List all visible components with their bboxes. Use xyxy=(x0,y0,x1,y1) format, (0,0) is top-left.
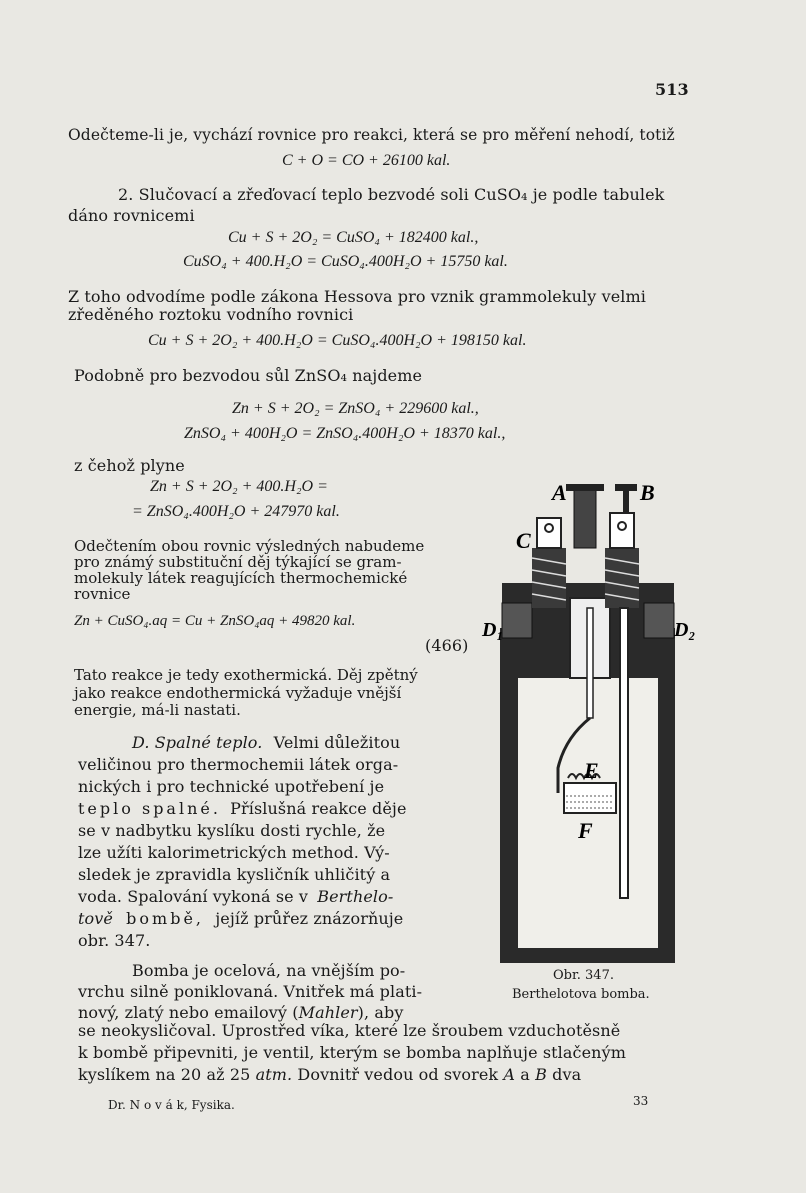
text-line: nických i pro technické upotřebení je xyxy=(78,777,385,796)
label-d2: D₂ xyxy=(674,619,696,641)
label-d1: D₁ xyxy=(482,619,504,641)
text-line: z čehož plyne xyxy=(74,456,185,475)
text-line: veličinou pro thermochemii látek orga- xyxy=(78,755,399,774)
text-run: B xyxy=(535,1065,547,1084)
equation: ZnSO₄ + 400H₂O = ZnSO₄.400H₂O + 18370 kal., xyxy=(184,425,506,442)
text-run: teplo spalné. xyxy=(78,799,221,818)
footer-signature: 33 xyxy=(633,1094,649,1108)
text-run: voda. Spalování vykoná se v xyxy=(78,887,309,906)
text-run: tově xyxy=(78,909,113,928)
label-c: C xyxy=(516,528,531,553)
text-run: atm. xyxy=(255,1065,293,1084)
equation-number: (466) xyxy=(425,636,469,655)
text-run: a xyxy=(520,1065,530,1084)
text-line xyxy=(78,1003,404,1022)
valve-a xyxy=(574,488,596,548)
text-line xyxy=(132,733,400,752)
text-line: 2. Slučovací a zřeďovací teplo bezvodé soli CuSO₄ je podle tabulek xyxy=(118,185,665,204)
text-line: sledek je zpravidla kysličník uhličitý a xyxy=(78,865,391,884)
figure-caption-number: Obr. 347. xyxy=(553,968,614,983)
text-line: dáno rovnicemi xyxy=(68,206,195,225)
text-line: pro známý substituční děj týkající se gram- xyxy=(74,553,402,571)
text-line: zředěného roztoku vodního rovnici xyxy=(68,305,354,324)
equation: CuSO₄ + 400.H₂O = CuSO₄.400H₂O + 15750 kal. xyxy=(183,253,508,270)
text-line: k bombě připevniti, je ventil, kterým se bomba naplňuje stlačeným xyxy=(78,1043,626,1062)
equation: Zn + CuSO₄.aq = Cu + ZnSO₄aq + 49820 kal. xyxy=(74,613,356,629)
text-line: Bomba je ocelová, na vnějším po- xyxy=(132,961,406,980)
page-number: 513 xyxy=(655,80,689,99)
electrode-right xyxy=(620,608,628,898)
label-a: A xyxy=(552,480,567,505)
text-line xyxy=(78,1065,581,1084)
text-line: se v nadbytku kyslíku dosti rychle, že xyxy=(78,821,386,840)
text-line xyxy=(78,887,393,906)
label-e: E xyxy=(584,758,599,783)
text-line: Z toho odvodíme podle zákona Hessova pro vznik grammolekuly velmi xyxy=(68,287,647,306)
text-line: rovnice xyxy=(74,585,131,603)
text-line: obr. 347. xyxy=(78,931,151,950)
label-b: B xyxy=(640,480,655,505)
text-run: jejíž průřez znázorňuje xyxy=(215,909,404,928)
equation: C + O = CO + 26100 kal. xyxy=(282,152,451,169)
text-line: jako reakce endothermická vyžaduje vnější xyxy=(74,684,402,702)
text-run: nový, zlatý nebo emailový ( xyxy=(78,1003,299,1022)
text-line xyxy=(78,909,403,928)
berthelot-bomb-figure xyxy=(480,478,696,978)
text-run: kyslíkem na 20 až 25 xyxy=(78,1065,251,1084)
text-line: lze užíti kalorimetrických method. Vý- xyxy=(78,843,390,862)
text-line: Tato reakce je tedy exothermická. Děj zpětný xyxy=(74,666,418,684)
text-line: se neokysličoval. Uprostřed víka, které lze šroubem vzduchotěsně xyxy=(78,1021,621,1040)
text-run: Dovnitř vedou od svorek xyxy=(297,1065,499,1084)
equation: Cu + S + 2O₂ = CuSO₄ + 182400 kal., xyxy=(228,229,479,246)
text-run: bombě, xyxy=(126,909,205,928)
label-f: F xyxy=(578,818,593,843)
text-run: Berthelo- xyxy=(317,887,394,906)
text-run: Velmi důležitou xyxy=(273,733,401,752)
text-line xyxy=(78,799,407,818)
figure-caption-title: Berthelotova bomba. xyxy=(512,987,650,1002)
tube-left xyxy=(587,608,593,718)
equation: Zn + S + 2O₂ + 400.H₂O = xyxy=(150,478,328,495)
lid-thread-left xyxy=(502,603,532,638)
equation: Zn + S + 2O₂ = ZnSO₄ + 229600 kal., xyxy=(232,400,479,417)
text-run: A xyxy=(503,1065,516,1084)
text-run: Mahler xyxy=(298,1003,358,1022)
text-run: Příslušná reakce děje xyxy=(230,799,407,818)
text-line: Odečteme-li je, vychází rovnice pro reakci, která se pro měření nehodí, totiž xyxy=(68,126,675,144)
text-line: vrchu silně poniklovaná. Vnitřek má plati- xyxy=(78,982,423,1001)
footer-author: Dr. N o v á k, Fysika. xyxy=(108,1098,235,1112)
text-line: molekuly látek reagujících thermochemické xyxy=(74,569,408,587)
text-line: energie, má-li nastati. xyxy=(74,701,241,719)
section-heading: D. Spalné teplo. xyxy=(132,733,263,752)
lid-thread-right xyxy=(644,603,674,638)
text-run: dva xyxy=(552,1065,582,1084)
text-run: ), aby xyxy=(357,1003,404,1022)
text-line: Podobně pro bezvodou sůl ZnSO₄ najdeme xyxy=(74,366,423,385)
equation: Cu + S + 2O₂ + 400.H₂O = CuSO₄.400H₂O + 198150 kal. xyxy=(148,332,527,349)
equation: = ZnSO₄.400H₂O + 247970 kal. xyxy=(132,503,340,520)
text-line: Odečtením obou rovnic výsledných nabudeme xyxy=(74,537,425,555)
